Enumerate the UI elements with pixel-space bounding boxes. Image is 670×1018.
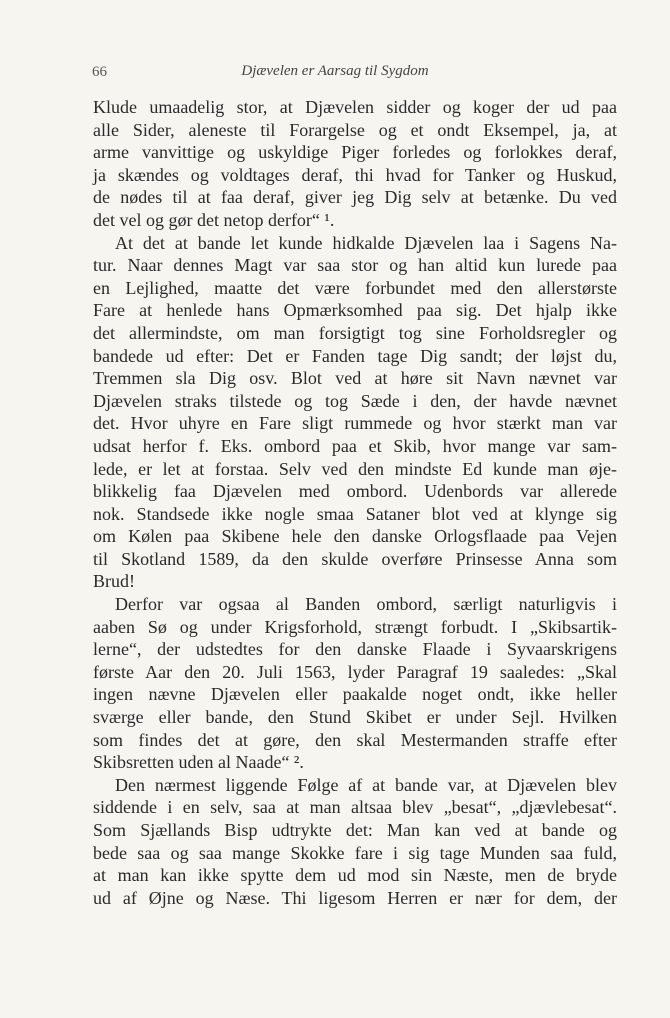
- text-line: siddende i en selv, saa at man altsaa blev „besat“, „djævlebesat“.: [93, 797, 617, 818]
- text-line: ja skændes og voldtages deraf, thi hvad for Tanker og Huskud,: [93, 164, 617, 185]
- text-line: som findes det at gøre, den skal Mestermanden straffe efter: [93, 729, 617, 750]
- text-line: Djævelen straks tilstede og tog Sæde i den, der havde nævnet: [93, 390, 617, 411]
- text-line: at man kan ikke spytte dem ud mod sin Næste, men de bryde: [93, 865, 617, 886]
- text-line: Brud!: [93, 571, 135, 592]
- text-line: Skibsretten uden al Naade“ ².: [93, 752, 304, 773]
- text-line: blikkelig faa Djævelen med ombord. Udenbords var allerede: [93, 481, 617, 502]
- text-line: Tremmen sla Dig osv. Blot ved at høre sit Navn nævnet var: [93, 368, 617, 389]
- text-line: de nødes til at faa deraf, giver jeg Dig selv at betænke. Du ved: [93, 187, 617, 208]
- text-line: det allermindste, om man forsigtigt tog sine Forholdsregler og: [93, 322, 617, 343]
- text-line: arme vanvittige og uskyldige Piger forledes og forlokkes deraf,: [93, 142, 617, 163]
- text-line: lerne“, der udstedtes for den danske Flaade i Syvaarskrigens: [93, 639, 617, 660]
- text-line: udsat herfor f. Eks. ombord paa et Skib, hvor mange var sam-: [93, 435, 617, 456]
- text-line: sværge eller bande, den Stund Skibet er under Sejl. Hvilken: [93, 707, 617, 728]
- text-line: første Aar den 20. Juli 1563, lyder Paragraf 19 saaledes: „Skal: [93, 661, 617, 682]
- text-line: At det at bande let kunde hidkalde Djævelen laa i Sagens Na-: [115, 232, 617, 253]
- text-line: nok. Standsede ikke nogle smaa Sataner blot ved at klynge sig: [93, 503, 617, 524]
- text-line: lede, er let at forstaa. Selv ved den mindste Ed kunde man øje-: [93, 458, 617, 479]
- text-line: bandede ud efter: Det er Fanden tage Dig sandt; der løjst du,: [93, 345, 617, 366]
- page-number: 66: [92, 64, 107, 80]
- text-line: en Lejlighed, maatte det være forbundet med den allerstørste: [93, 277, 617, 298]
- text-line: Derfor var ogsaa al Banden ombord, særligt naturligvis i: [115, 594, 617, 615]
- text-line: Klude umaadelig stor, at Djævelen sidder og koger der ud paa: [93, 97, 617, 117]
- text-line: om Kølen paa Skibene hele den danske Orlogsflaade paa Vejen: [93, 526, 617, 547]
- text-line: bede saa og saa mange Skokke fare i sig tage Munden saa fuld,: [93, 842, 617, 863]
- text-line: ud af Øjne og Næse. Thi ligesom Herren er nær for dem, der: [93, 887, 617, 908]
- text-line: det. Hvor uhyre en Fare sligt rummede og hvor stærkt man var: [93, 413, 617, 434]
- text-line: det vel og gør det netop derfor“ ¹.: [93, 209, 335, 230]
- text-line: Den nærmest liggende Følge af at bande var, at Djævelen blev: [115, 774, 617, 795]
- text-line: ingen nævne Djævelen eller paakalde noget ondt, ikke heller: [93, 684, 617, 705]
- text-line: alle Sider, aleneste til Forargelse og et ondt Eksempel, ja, at: [93, 119, 617, 140]
- text-line: Fare at henlede hans Opmærksomhed paa sig. Det hjalp ikke: [93, 300, 617, 321]
- running-title: Djævelen er Aarsag til Sygdom: [241, 63, 429, 79]
- text-line: til Skotland 1589, da den skulde overføre Prinsesse Anna som: [93, 548, 617, 569]
- body-text: [93, 96, 617, 909]
- text-line: tur. Naar dennes Magt var saa stor og han altid kun lurede paa: [93, 255, 617, 276]
- text-line: Som Sjællands Bisp udtrykte det: Man kan ved at bande og: [93, 820, 617, 840]
- text-line: aaben Sø og under Krigsforhold, strængt forbudt. I „Skibsartik-: [93, 616, 617, 637]
- page-header: [0, 60, 670, 82]
